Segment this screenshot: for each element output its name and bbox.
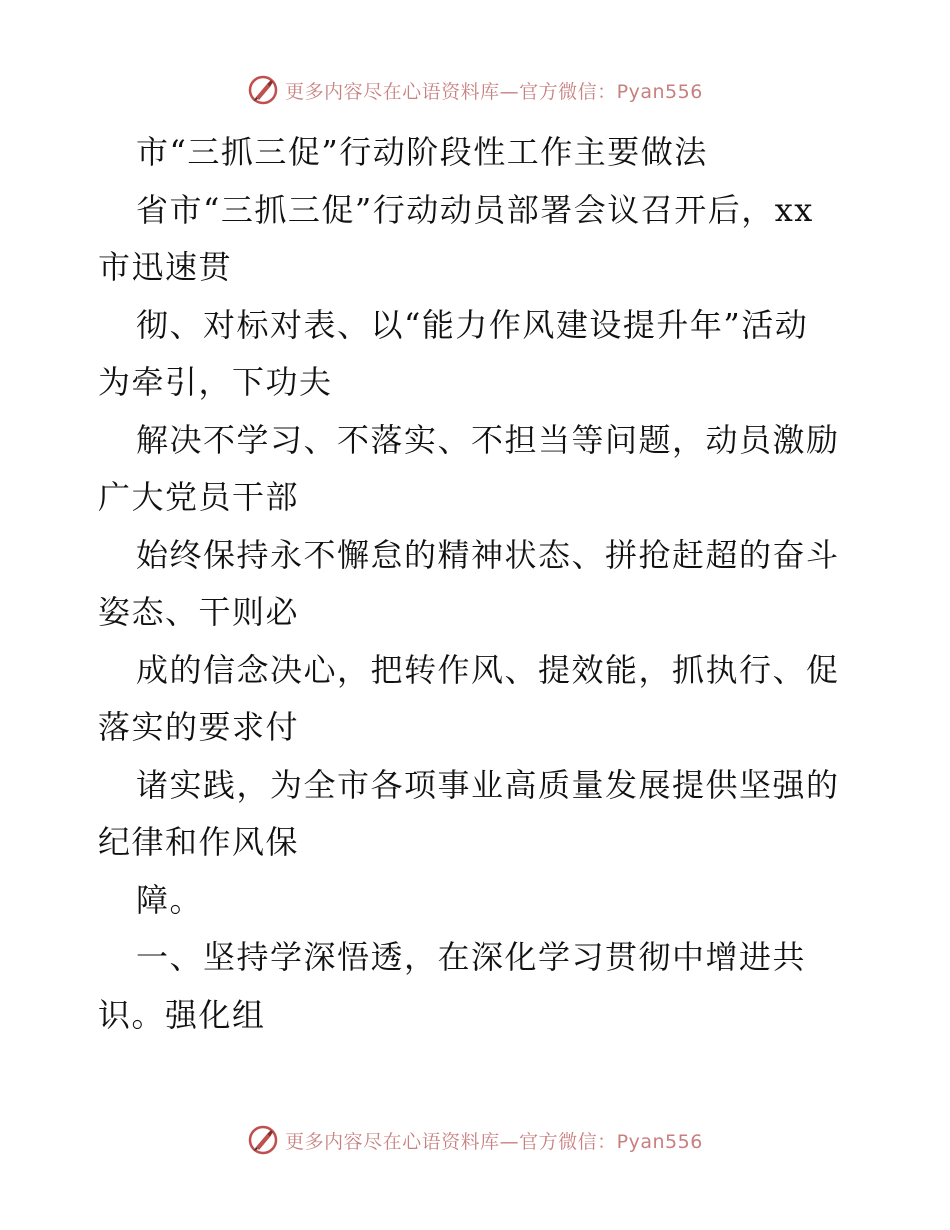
watermark-text: 更多内容尽在心语资料库—官方微信：Pyan556 [285,1130,703,1153]
header-watermark [0,70,950,110]
paragraph-line: 彻、对标对表、以“能力作风建设提升年”活动 [136,305,809,344]
paragraph-line: 落实的要求付 [98,708,300,746]
paragraph-line: 解决不学习、不落实、不担当等问题，动员激励 [136,420,840,459]
paragraph-line: 障。 [136,880,204,919]
paragraph-line: 诸实践，为全市各项事业高质量发展提供坚强的 [136,765,840,804]
paragraph-line: 省市“三抓三促”行动动员部署会议召开后，xx [136,190,814,229]
paragraph-line: 广大党员干部 [98,478,300,516]
section-heading: 一、坚持学深悟透，在深化学习贯彻中增进共 [136,938,807,976]
footer-watermark [0,1120,950,1160]
pen-logo-icon [247,74,279,106]
document-title: 市“三抓三促”行动阶段性工作主要做法 [136,133,708,171]
paragraph-line: 为牵引，下功夫 [98,363,333,401]
document-body [98,124,858,1044]
pen-logo-icon [247,1124,279,1156]
paragraph-line: 始终保持永不懈怠的精神状态、拼抢赶超的奋斗 [136,535,840,574]
paragraph-line: 市迅速贯 [98,248,233,286]
paragraph-line: 纪律和作风保 [98,823,300,861]
watermark-text: 更多内容尽在心语资料库—官方微信：Pyan556 [285,80,703,103]
paragraph-line: 识。强化组 [98,995,266,1034]
paragraph-line: 姿态、干则必 [98,593,300,631]
paragraph-line: 成的信念决心，把转作风、提效能，抓执行、促 [136,650,840,689]
